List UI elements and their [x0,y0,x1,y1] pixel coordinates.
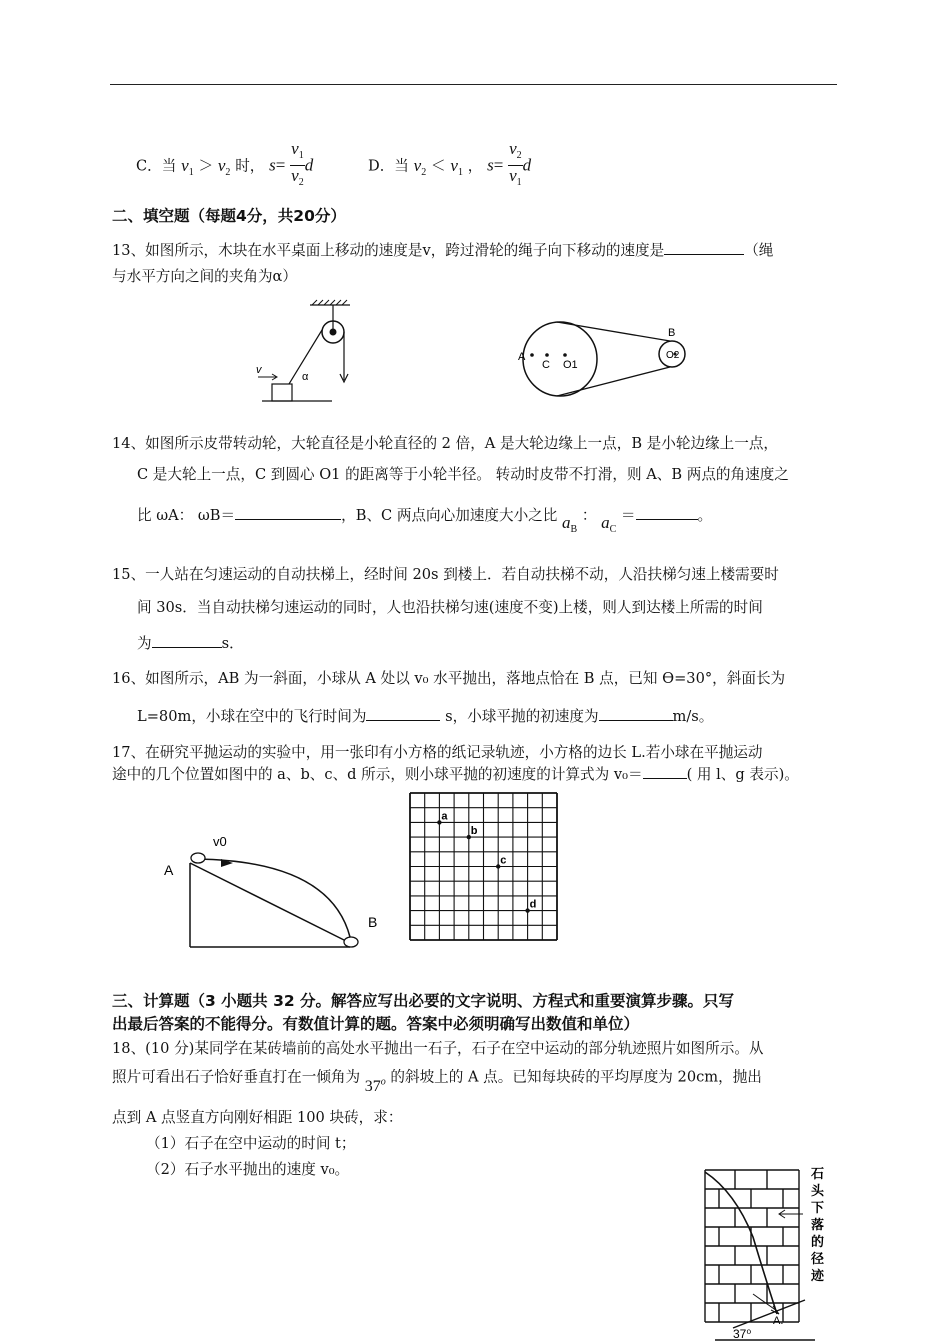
label-char: 的 [811,1234,825,1249]
subscript: B [570,524,578,535]
subscript: 2 [225,166,231,178]
point-c-label: c [500,854,507,867]
q16-text-a: L=80m，小球在空中的飞行时间为 [137,708,367,725]
o1-label: O1 [563,359,578,371]
q14-blank-1[interactable] [235,519,341,520]
subscript: 2 [516,150,522,161]
angle-37 [365,1078,386,1095]
q14-line1: 14、如图所示皮带转动轮，大轮直径是小轮直径的 2 倍，A 是大轮边缘上一点，B 是小轮边缘上一点， [112,435,779,452]
option-c-v1 [181,155,194,178]
equals: = [275,155,286,175]
grid-figure [410,793,560,955]
d-var: d [304,155,314,175]
q17-line1: 17、在研究平抛运动的实验中，用一张印有小方格的纸记录轨迹，小方格的边长 L.若小球在平抛运动 [112,744,763,761]
v-letter: v [291,166,299,185]
q18-sub1: （1）石子在空中运动的时间 t； [146,1135,356,1152]
belt-top [557,322,670,341]
subscript: 2 [421,166,427,178]
q15-line2: 间 30s．当自动扶梯匀速运动的同时，人也沿扶梯匀速(速度不变)上楼，则人到达楼上所需的时间 [137,599,763,616]
numerator [508,140,523,166]
q17-line2 [112,765,799,785]
a-letter: a [601,513,610,532]
option-d-v1 [450,155,463,178]
denominator [290,166,305,193]
option-c-label: C．当 [136,157,177,175]
period: 。 [697,507,713,524]
point-b-label: b [470,825,478,838]
alpha-label: α [302,371,309,383]
option-c [136,140,313,193]
q13-line1 [112,241,773,261]
d-var: d [522,155,532,175]
section2-title: 二、填空题（每题4分，共20分） [112,207,346,225]
q15-line1: 15、一人站在匀速运动的自动扶梯上，经时间 20s 到楼上．若自动扶梯不动，人沿扶梯匀速上楼需要时 [112,566,779,583]
q16-line1: 16、如图所示，AB 为一斜面，小球从 A 处以 v₀ 水平抛出，落地点恰在 B 点，已知 ϴ=30°，斜面长为 [112,670,786,687]
label-char: 石 [811,1166,825,1181]
q18-line3: 点到 A 点竖直方向刚好相距 100 块砖，求： [112,1109,403,1126]
v0-label: v0 [213,834,227,849]
belt-bottom [557,367,670,396]
s-var: s [487,155,494,175]
point-a-label: A [164,862,174,878]
q17-text-a: 途中的几个位置如图中的 a、b、c、d 所示，则小球平抛的初速度的计算式为 v₀＝ [112,766,643,783]
subscript: 1 [457,166,463,178]
header-rule [110,84,837,85]
q13-line2: 与水平方向之间的夹角为α） [112,268,297,285]
q18-line2 [112,1063,762,1096]
label-char: 落 [811,1217,825,1232]
v-letter: v [413,155,422,175]
q17-text-b: ( 用 l、g 表示)。 [686,766,799,783]
equals: ＝ [620,507,636,524]
trajectory [197,859,350,937]
s-var: s [269,155,276,175]
q14-text-b: ，B、C 两点向心加速度大小之比 [341,507,558,524]
v-letter: v [291,139,299,158]
a-letter: a [562,513,571,532]
fraction [508,140,523,193]
angle-number: 37 [364,1078,381,1096]
q17-blank[interactable] [643,778,687,779]
option-d [368,140,531,193]
point-b-label: B [368,914,378,930]
section3-title-1: 三、计算题（3 小题共 32 分。解答应写出必要的文字说明、方程式和重要演算步骤。只写 [112,992,735,1010]
gt-sign: ＞ [198,157,214,175]
when-text: 时， [235,157,265,175]
q16-blank-1[interactable] [366,720,440,721]
pulley-figure [250,300,350,410]
label-char: 径 [811,1251,825,1266]
degree-mark: o [380,1077,386,1088]
stone-path [705,1172,777,1314]
section3-title-2: 出最后答案的不能得分。有数值计算的题。答案中必须明确写出数值和单位） [112,1015,640,1033]
q16-text-b: s，小球平抛的初速度为 [445,708,599,725]
option-c-v2 [217,155,231,178]
q18-text-b: 的斜坡上的 A 点。已知每块砖的平均厚度为 20cm，抛出 [390,1068,762,1086]
point-b-label: B [668,327,676,339]
q18-sub2: （2）石子水平抛出的速度 v₀。 [146,1161,350,1178]
comma: ， [467,157,483,175]
point-a-label: A. [773,1315,784,1327]
q15-text-b: s． [221,635,244,652]
q14-line3 [137,505,713,535]
q16-text-c: m/s。 [672,708,714,725]
q16-line2 [137,707,713,727]
q18-line1: 18、(10 分)某同学在某砖墙前的高处水平抛出一石子，石子在空中运动的部分轨迹照片如图所示。从 [112,1040,764,1057]
q18-text-a: 照片可看出石子恰好垂直打在一倾角为 [112,1068,361,1086]
v-letter: v [217,155,226,175]
subscript: 1 [188,166,194,178]
option-d-label: D．当 [368,157,409,175]
aC [601,513,617,535]
point-a-label: A [518,351,526,363]
q13-text: 13、如图所示，木块在水平桌面上移动的速度是v，跨过滑轮的绳子向下移动的速度是 [112,242,665,259]
o2-label: O2 [666,350,680,361]
q16-blank-2[interactable] [599,720,673,721]
q15-text-a: 为 [137,635,152,652]
label-char: 下 [811,1200,825,1215]
angle-label: 37⁰ [733,1327,752,1341]
denominator [508,166,523,193]
numerator [290,140,305,166]
subscript: 1 [298,150,304,161]
q15-blank[interactable] [152,647,222,648]
brick-wall-figure [695,1162,835,1342]
lt-sign: ＜ [431,157,446,175]
v-letter: v [509,139,517,158]
ball-b [344,937,358,947]
point-a-label: a [441,810,448,823]
equals: = [493,155,504,175]
v-letter: v [509,166,517,185]
incline-figure [160,825,390,955]
large-wheel [523,322,597,396]
q15-line3 [137,634,244,654]
q14-ratio-text: 比 ωA： ωB＝ [137,507,236,524]
point-d-label: d [529,898,537,911]
subscript: 2 [298,177,304,188]
colon: ： [581,507,597,524]
slope-line [733,1300,805,1328]
q13-text-b: （绳 [744,242,774,259]
trajectory-vertical-label [810,1166,825,1283]
subscript: 1 [516,177,522,188]
q14-blank-2[interactable] [636,519,698,520]
ball-a [191,853,205,863]
subscript: C [609,524,617,535]
point-c-label: C [542,359,550,371]
belt-wheels-figure [510,316,700,406]
v-letter: v [181,155,189,175]
label-char: 迹 [811,1268,825,1283]
option-d-v2 [413,155,427,178]
q13-blank[interactable] [664,254,744,255]
aB [562,513,578,535]
v-letter: v [450,155,458,175]
velocity-label: v [256,364,262,376]
fraction [290,140,305,193]
label-char: 头 [811,1183,825,1198]
slope-ab [190,863,350,943]
q14-line2: C 是大轮上一点，C 到圆心 O1 的距离等于小轮半径。 转动时皮带不打滑，则 A、B 两点的角速度之 [137,466,789,483]
block [272,384,292,401]
